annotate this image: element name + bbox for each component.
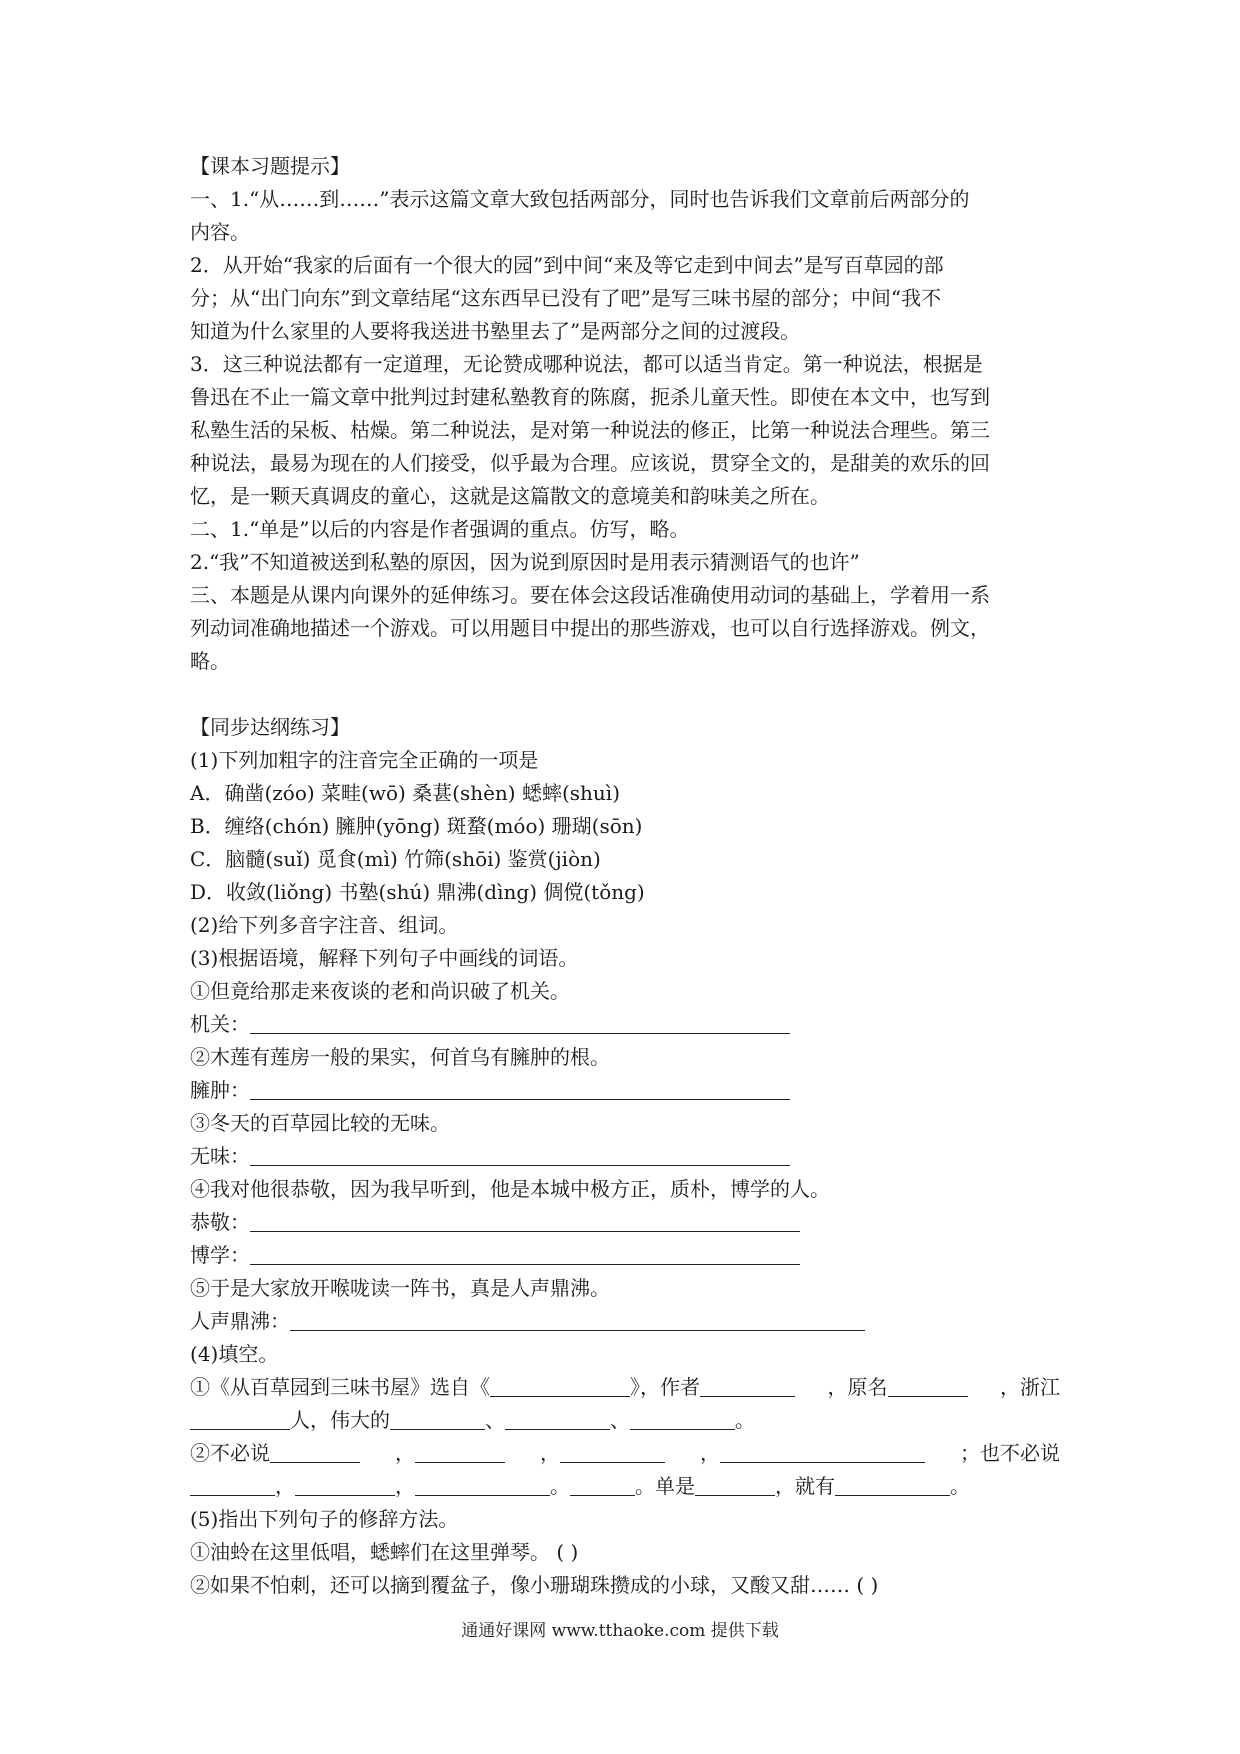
paragraph-line: 内容。 — [190, 220, 250, 244]
paragraph-line: 私塾生活的呆板、枯燥。第二种说法，是对第一种说法的修正，比第一种说法合理些。第三 — [190, 418, 990, 442]
option-a: A．确凿(zóo) 菜畦(wō) 桑葚(shèn) 蟋蟀(shuì) — [190, 781, 620, 805]
answer-blank[interactable] — [560, 1440, 665, 1463]
fill-text — [395, 1437, 505, 1470]
page-footer: 通通好课网 www.tthaoke.com 提供下载 — [461, 1621, 779, 1641]
sentence-4: ④我对他很恭敬，因为我早听到，他是本城中极方正，质朴，博学的人。 — [190, 1177, 830, 1201]
fill-text: ②不必说 — [190, 1441, 270, 1465]
fill-text: ①《从百草园到三味书屋》选自《 — [190, 1375, 490, 1399]
answer-blank[interactable] — [250, 1209, 800, 1232]
fill-text: 。 — [950, 1474, 970, 1498]
answer-blank[interactable] — [250, 1077, 790, 1100]
paragraph-line: 忆，是一颗天真调皮的童心，这就是这篇散文的意境美和韵味美之所在。 — [190, 484, 830, 508]
spacer — [190, 678, 1060, 711]
question-2: (2)给下列多音字注音、组词。 — [190, 913, 459, 937]
question-3: (3)根据语境，解释下列句子中画线的词语。 — [190, 946, 579, 970]
fill-line-2 — [190, 1404, 1060, 1437]
answer-blank[interactable] — [630, 1407, 735, 1430]
answer-line-jiguan — [190, 1008, 1060, 1041]
word-label: 博学： — [190, 1243, 250, 1267]
answer-blank[interactable] — [695, 1473, 775, 1496]
fill-text: ， — [395, 1474, 415, 1498]
paragraph-line: 种说法，最易为现在的人们接受，似乎最为合理。应该说，贯穿全文的，是甜美的欢乐的回 — [190, 451, 990, 475]
document-body — [190, 150, 1060, 1602]
fill-text: 。 — [550, 1474, 570, 1498]
paragraph-line: 知道为什么家里的人要将我送进书塾里去了”是两部分之间的过渡段。 — [190, 319, 801, 343]
paragraph-line: 列动词准确地描述一个游戏。可以用题目中提出的那些游戏，也可以自行选择游戏。例文， — [190, 616, 990, 640]
answer-blank[interactable] — [290, 1308, 865, 1331]
sentence-3: ③冬天的百草园比较的无味。 — [190, 1111, 450, 1135]
paragraph-line: 2.“我”不知道被送到私塾的原因，因为说到原因时是用表示猜测语气的也许” — [190, 550, 860, 574]
answer-blank[interactable] — [490, 1374, 630, 1397]
fill-text: ，浙江 — [1000, 1375, 1060, 1399]
paragraph-line: 3．这三种说法都有一定道理，无论赞成哪种说法，都可以适当肯定。第一种说法，根据是 — [190, 352, 983, 376]
sentence-5: ⑤于是大家放开喉咙读一阵书，真是人声鼎沸。 — [190, 1276, 610, 1300]
answer-blank[interactable] — [250, 1143, 790, 1166]
rhetoric-sentence-2: ②如果不怕刺，还可以摘到覆盆子，像小珊瑚珠攒成的小球，又酸又甜…… ( ) — [190, 1573, 879, 1597]
paragraph-line: 鲁迅在不止一篇文章中批判过封建私塾教育的陈腐，扼杀儿童天性。即使在本文中，也写到 — [190, 385, 990, 409]
answer-blank[interactable] — [415, 1473, 550, 1496]
fill-line-1 — [190, 1371, 1060, 1404]
answer-blank[interactable] — [190, 1473, 275, 1496]
paragraph-line: 二、1.“单是”以后的内容是作者强调的重点。仿写，略。 — [190, 517, 690, 541]
word-label: 恭敬： — [190, 1210, 250, 1234]
answer-blank[interactable] — [190, 1407, 290, 1430]
answer-line-boxue — [190, 1239, 1060, 1272]
fill-text: ， — [700, 1441, 720, 1465]
answer-blank[interactable] — [835, 1473, 950, 1496]
fill-text — [828, 1371, 968, 1404]
paragraph-line: 略。 — [190, 649, 230, 673]
fill-text: ；也不必说 — [960, 1441, 1060, 1465]
answer-blank[interactable] — [720, 1440, 925, 1463]
paragraph-line: 分；从“出门向东”到文章结尾“这东西早已没有了吧”是写三味书屋的部分；中间“我不 — [190, 286, 942, 310]
fill-text — [700, 1437, 925, 1470]
sentence-2: ②木莲有莲房一般的果实，何首乌有臃肿的根。 — [190, 1045, 610, 1069]
fill-text: 、 — [485, 1408, 505, 1432]
answer-blank[interactable] — [505, 1407, 610, 1430]
paragraph-line: 三、本题是从课内向课外的延伸练习。要在体会这段话准确使用动词的基础上，学着用一系 — [190, 583, 990, 607]
answer-blank[interactable] — [250, 1011, 790, 1034]
option-d: D．收敛(liǒng) 书塾(shú) 鼎沸(dìng) 倜傥(tǒng) — [190, 880, 645, 904]
answer-line-renshengdingfei — [190, 1305, 1060, 1338]
rhetoric-sentence-1: ①油蛉在这里低唱，蟋蟀们在这里弹琴。 ( ) — [190, 1540, 579, 1564]
answer-blank[interactable] — [570, 1473, 635, 1496]
fill-text — [190, 1371, 795, 1404]
question-5: (5)指出下列句子的修辞方法。 — [190, 1507, 459, 1531]
question-1: (1)下列加粗字的注音完全正确的一项是 — [190, 748, 539, 772]
answer-blank[interactable] — [700, 1374, 795, 1397]
word-label: 人声鼎沸： — [190, 1309, 290, 1333]
answer-blank[interactable] — [390, 1407, 485, 1430]
fill-text: ，原名 — [827, 1375, 888, 1399]
paragraph-line: 一、1.“从……到……”表示这篇文章大致包括两部分，同时也告诉我们文章前后两部分的 — [190, 187, 970, 211]
fill-text: 。单是 — [635, 1474, 695, 1498]
fill-line-4 — [190, 1470, 1060, 1503]
fill-text: ， — [395, 1441, 415, 1465]
section-heading-textbook-hints: 【课本习题提示】 — [190, 154, 350, 178]
fill-text: ， — [540, 1441, 560, 1465]
fill-text: 、 — [610, 1408, 630, 1432]
option-b: B．缠络(chón) 臃肿(yōng) 斑蝥(móo) 珊瑚(sōn) — [190, 814, 643, 838]
answer-blank[interactable] — [295, 1473, 395, 1496]
answer-blank[interactable] — [888, 1374, 968, 1397]
answer-line-yongzhong — [190, 1074, 1060, 1107]
paragraph-line: 2．从开始“我家的后面有一个很大的园”到中间“来及等它走到中间去”是写百草园的部 — [190, 253, 944, 277]
answer-blank[interactable] — [250, 1242, 800, 1265]
answer-line-wuwei — [190, 1140, 1060, 1173]
fill-text: 》，作者 — [630, 1375, 700, 1399]
fill-text — [190, 1437, 360, 1470]
fill-text: ， — [275, 1474, 295, 1498]
fill-line-3 — [190, 1437, 1060, 1470]
sentence-1: ①但竟给那走来夜谈的老和尚识破了机关。 — [190, 979, 570, 1003]
fill-text: ，就有 — [775, 1474, 835, 1498]
fill-text: 人，伟大的 — [290, 1408, 390, 1432]
answer-blank[interactable] — [270, 1440, 360, 1463]
section-heading-practice: 【同步达纲练习】 — [190, 715, 350, 739]
answer-blank[interactable] — [415, 1440, 505, 1463]
word-label: 机关： — [190, 1012, 250, 1036]
fill-text — [540, 1437, 665, 1470]
fill-text: 。 — [735, 1408, 755, 1432]
word-label: 臃肿： — [190, 1078, 250, 1102]
word-label: 无味： — [190, 1144, 250, 1168]
question-4: (4)填空。 — [190, 1342, 279, 1366]
answer-line-gongjing — [190, 1206, 1060, 1239]
option-c: C．脑髓(suǐ) 觅食(mì) 竹筛(shōi) 鉴赏(jiòn) — [190, 847, 601, 871]
